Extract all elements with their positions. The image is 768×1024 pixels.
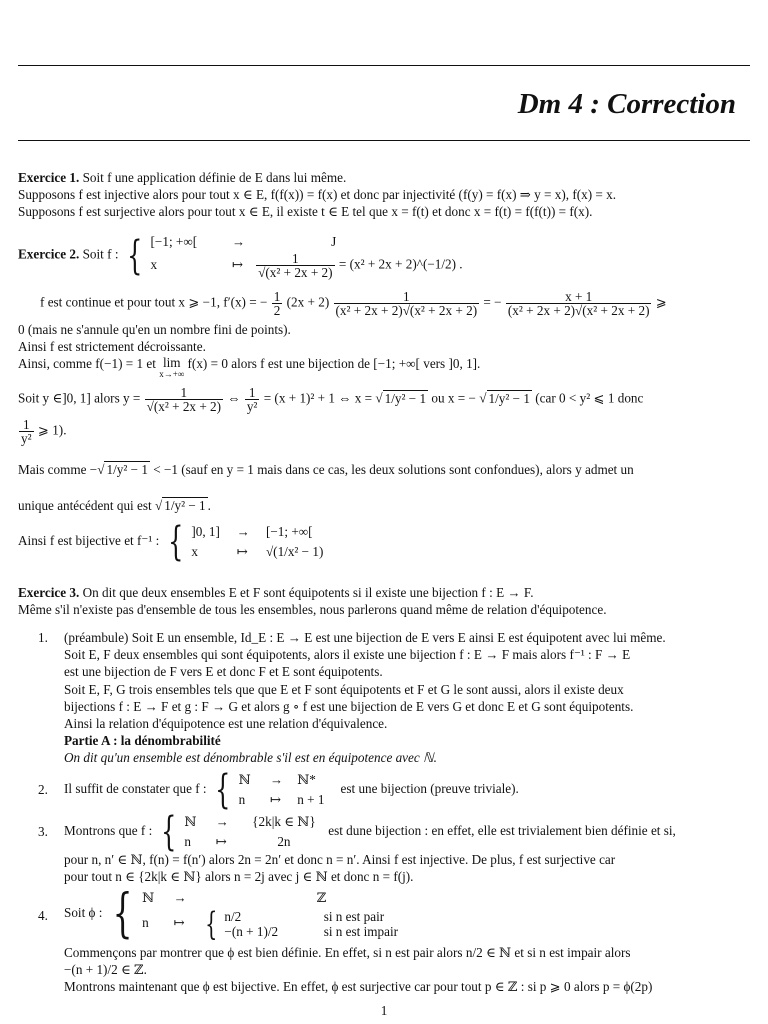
- item4-line3: −(n + 1)/2 ∈ ℤ.: [64, 962, 147, 977]
- item2-map: [239, 770, 338, 810]
- inverse-start: Ainsi f est bijective et f⁻¹ :: [18, 533, 160, 549]
- item3-number: 3.: [38, 824, 48, 839]
- left-brace: {: [160, 809, 176, 855]
- item2-line: [64, 767, 519, 813]
- map-row1-codomain: J: [331, 234, 337, 249]
- limit-end: f(x) = 0 alors f est une bijection de [−1; +∞[ vers ]0, 1].: [187, 356, 481, 371]
- ex2-zero-line: 0 (mais ne s'annule qu'en un nombre fini de points).: [18, 322, 291, 337]
- item3-row2-arrow: ↦: [215, 834, 227, 849]
- map-row1-arrow: →: [231, 234, 246, 249]
- unique-end: .: [207, 498, 211, 513]
- derivative-fraction-2: [506, 290, 652, 317]
- map-row2-var: x: [150, 256, 158, 272]
- item4-line2: Commençons par montrer que ϕ est bien définie. En effet, si n est pair alors n/2 ∈ ℕ et si n est impair alors: [64, 945, 631, 960]
- fraction-numerator: x + 1: [565, 289, 593, 304]
- ex3-intro: On dit que deux ensembles E et F sont équipotents si il existe une bijection f : E → F.: [82, 585, 534, 600]
- document-page: [18, 0, 750, 1024]
- item3-row1-codomain: {2k|k ∈ ℕ}: [252, 814, 316, 829]
- item4-definition: [64, 884, 399, 944]
- solve-car: (car 0 < y² ⩽ 1 donc: [535, 390, 644, 406]
- case-even-value: n/2: [224, 909, 242, 924]
- fraction-numerator: 1: [180, 385, 188, 400]
- half-fraction: [272, 290, 283, 317]
- item4-number: 4.: [38, 908, 48, 923]
- solve-middle: = (x + 1)² + 1 ⇔ x =: [263, 390, 373, 406]
- solve-fraction-2: [245, 386, 260, 413]
- item1-line1: (préambule) Soit E un ensemble, Id_E : E → E est une bijection de E vers E ainsi E est équipotent avec lui même.: [64, 630, 666, 645]
- page-number: 1: [380, 1003, 388, 1018]
- inv-row2-arrow: ↦: [236, 544, 248, 559]
- derivative-factor: (2x + 2): [286, 294, 330, 310]
- left-brace: {: [126, 232, 143, 279]
- fraction-denominator: y²: [246, 399, 258, 414]
- ex2-mais-line: Mais comme −√ 1/y² − 1 < −1 (sauf en y = 1 mais dans ce cas, les deux solutions sont confondues), alors y admet un: [18, 462, 634, 477]
- ex2-definition: [18, 232, 463, 279]
- item2-row2-var: n: [238, 792, 246, 807]
- fraction-numerator: 1: [248, 385, 256, 400]
- ex3-label: Exercice 3.: [18, 585, 80, 600]
- inv-row2-var: x: [191, 544, 198, 559]
- fraction-denominator: (x² + 2x + 2)√(x² + 2x + 2): [335, 303, 478, 318]
- item2-row1-codomain: ℕ*: [297, 772, 316, 787]
- left-brace: {: [214, 767, 231, 813]
- ex2-label: Exercice 2.: [18, 246, 80, 262]
- fraction-denominator: √(x² + 2x + 2): [146, 399, 222, 414]
- solve-start: Soit y ∈]0, 1] alors y =: [18, 390, 141, 406]
- item3-line3: pour tout n ∈ {2k|k ∈ ℕ} alors n = 2j avec j ∈ ℕ et donc n = f(j).: [64, 869, 414, 884]
- item2-start: Il suffit de constater que f :: [64, 781, 207, 797]
- inverse-map: [191, 522, 323, 562]
- case-odd-value: −(n + 1)/2: [224, 924, 279, 939]
- unique-start: unique antécédent qui est: [18, 498, 152, 513]
- ex1-injective-line: Supposons f est injective alors pour tout x ∈ E, f(f(x)) = f(x) et donc par injectivité (f(y) = f(x) ⇒ y = x), f(x) = x.: [18, 187, 617, 202]
- item1-line5: bijections f : E → F et g : F → G et alors g ∘ f est une bijection de E vers G et donc E et G sont équipotents.: [64, 699, 634, 714]
- ex2-decreasing-line: Ainsi f est strictement décroissante.: [18, 339, 206, 354]
- item2-row1-domain: ℕ: [238, 772, 251, 787]
- left-brace: {: [167, 519, 183, 565]
- fraction-denominator: y²: [21, 431, 32, 446]
- ex2-map: [151, 232, 463, 279]
- fraction-denominator: 2: [273, 303, 281, 318]
- item4-map: [142, 888, 399, 943]
- item3-row1-arrow: →: [215, 814, 229, 829]
- item4-row2-var: n: [142, 915, 149, 931]
- inv-row1-codomain: [−1; +∞[: [265, 524, 313, 539]
- item3-line2: pour n, n′ ∈ ℕ, f(n) = f(n′) alors 2n = 2n′ et donc n = n′. Ainsi f est injective. De plus, f est surjective car: [64, 852, 616, 867]
- mais-start: Mais comme −: [18, 462, 98, 477]
- lim-subscript: x→+∞: [159, 369, 185, 379]
- left-brace: {: [112, 884, 133, 944]
- map-row2-power: = (x² + 2x + 2)^(−1/2) .: [338, 256, 463, 272]
- equiv-1: ⇔: [227, 390, 241, 406]
- item3-end: est dune bijection : en effet, elle est trivialement bien définie et si,: [328, 823, 676, 839]
- derivative-ineq: ⩾: [655, 294, 667, 310]
- part-a-definition: On dit qu'un ensemble est dénombrable s'il est en équipotence avec ℕ.: [64, 750, 437, 765]
- inv-row1-arrow: →: [236, 524, 250, 539]
- item3-row2-image: 2n: [277, 834, 291, 849]
- ex2-solve-line: Soit y ∈]0, 1] alors y = $\frac{1}{\text{√(x² + 2x + 2)}}$ ⇔ $\frac{1}{\text{y²}}$ = (x + 1)² + 1 ⇔ x = √ 1/y² − 1 ou x = − √ 1/y² − 1 (car 0 < y² ⩽ 1 donc: [18, 385, 644, 414]
- item4-row2-arrow: ↦: [173, 915, 185, 931]
- item2-number: 2.: [38, 782, 48, 797]
- derivative-fraction-1: [334, 290, 480, 317]
- item1-line6: Ainsi la relation d'équipotence est une relation d'équivalence.: [64, 716, 388, 731]
- ex1-surjective-line: Supposons f est surjective alors pour tout x ∈ E, il existe t ∈ E tel que x = f(t) et donc x = f(t) = f(f(t)) = f(x).: [18, 204, 593, 219]
- fraction-numerator: 1: [403, 289, 410, 304]
- item1-line4: Soit E, F, G trois ensembles tels que que E et F sont équipotents et F et G le sont aussi, alors il existe deux: [64, 682, 624, 697]
- root-3: 1/y² − 1: [106, 462, 148, 477]
- item1-line3: est une bijection de F vers E et donc F et E sont équipotents.: [64, 664, 383, 679]
- ex2-limit-line: [18, 356, 480, 379]
- fraction-denominator: (x² + 2x + 2)√(x² + 2x + 2): [507, 303, 650, 318]
- item4-line4: Montrons maintenant que ϕ est bijective. En effet, ϕ est surjective car pour tout p ∈ ℤ : si p ⩾ 0 alors p = ϕ(2p): [64, 979, 653, 994]
- ex3-line2: Même s'il n'existe pas d'ensemble de tous les ensembles, nous parlerons quand même de relation d'équipotence.: [18, 602, 607, 617]
- fraction-numerator: 1: [22, 417, 30, 432]
- case-even-condition: si n est pair: [323, 909, 385, 924]
- title-rule: [18, 140, 750, 141]
- item4-row1-arrow: →: [173, 890, 187, 905]
- ex2-derivative: [40, 290, 667, 317]
- solve-or: ou x = −: [431, 390, 476, 406]
- solve-fraction-1: [145, 386, 223, 413]
- ex3-intro-line: [18, 585, 534, 601]
- item1-number: 1.: [38, 630, 48, 645]
- root-4: 1/y² − 1: [164, 498, 206, 513]
- item2-row2-arrow: ↦: [269, 792, 281, 807]
- item2-end: est une bijection (preuve triviale).: [340, 781, 519, 797]
- map-row2-arrow: ↦: [231, 256, 243, 272]
- item4-cases: [224, 909, 398, 939]
- root-2: 1/y² − 1: [488, 390, 530, 406]
- solve-fraction-3: [19, 418, 34, 445]
- fraction-numerator: 1: [273, 289, 281, 304]
- item3-start: Montrons que f :: [64, 823, 153, 839]
- ex2-inverse: [18, 519, 324, 565]
- lim-label: lim: [162, 355, 181, 370]
- derivative-equals: = −: [483, 294, 502, 310]
- item3-row2-var: n: [184, 834, 191, 849]
- item3-map: [184, 812, 325, 852]
- fraction-numerator: 1: [292, 251, 299, 266]
- ex2-soit: Soit f :: [82, 246, 119, 262]
- derivative-start: f est continue et pour tout x ⩾ −1, f′(x) = −: [40, 294, 268, 310]
- item2-row1-arrow: →: [269, 772, 284, 787]
- mais-end: < −1 (sauf en y = 1 mais dans ce cas, les deux solutions sont confondues), alors y admet un: [153, 462, 634, 477]
- ex2-unique-line: unique antécédent qui est √ 1/y² − 1 .: [18, 498, 211, 513]
- solve-end: ⩾ 1).: [37, 422, 67, 438]
- top-rule: [18, 65, 750, 66]
- limit-start: Ainsi, comme f(−1) = 1 et: [18, 356, 156, 371]
- ex1-label: Exercice 1.: [18, 170, 80, 185]
- item4-row1-domain: ℕ: [142, 890, 155, 905]
- item1-line2: Soit E, F deux ensembles qui sont équipotents, alors il existe une bijection f : E → F mais alors f⁻¹ : F → E: [64, 647, 631, 662]
- cases-brace: {: [204, 905, 218, 943]
- ex1-intro-line: [18, 170, 346, 186]
- item4-row1-codomain: ℤ: [316, 890, 327, 905]
- part-a-title: Partie A : la dénombrabilité: [64, 733, 221, 748]
- ex1-intro: Soit f une application définie de E dans lui même.: [82, 170, 347, 185]
- item4-start: Soit ϕ :: [64, 905, 103, 921]
- root-1: 1/y² − 1: [384, 390, 427, 406]
- item2-row2-image: n + 1: [297, 792, 325, 807]
- page-title: Dm 4 : Correction: [517, 88, 736, 120]
- item3-row1-domain: ℕ: [184, 814, 197, 829]
- case-odd-condition: si n est impair: [323, 924, 399, 939]
- item3-line1: [64, 809, 676, 855]
- map-row1-domain: [−1; +∞[: [150, 234, 198, 249]
- ex2-solve-cont: [18, 418, 67, 445]
- inv-row2-image: √(1/x² − 1): [265, 544, 324, 559]
- inv-row1-domain: ]0, 1]: [191, 524, 220, 539]
- map-row2-fraction: [256, 252, 334, 279]
- limit-operator: [159, 356, 184, 379]
- fraction-denominator: √(x² + 2x + 2): [258, 265, 333, 280]
